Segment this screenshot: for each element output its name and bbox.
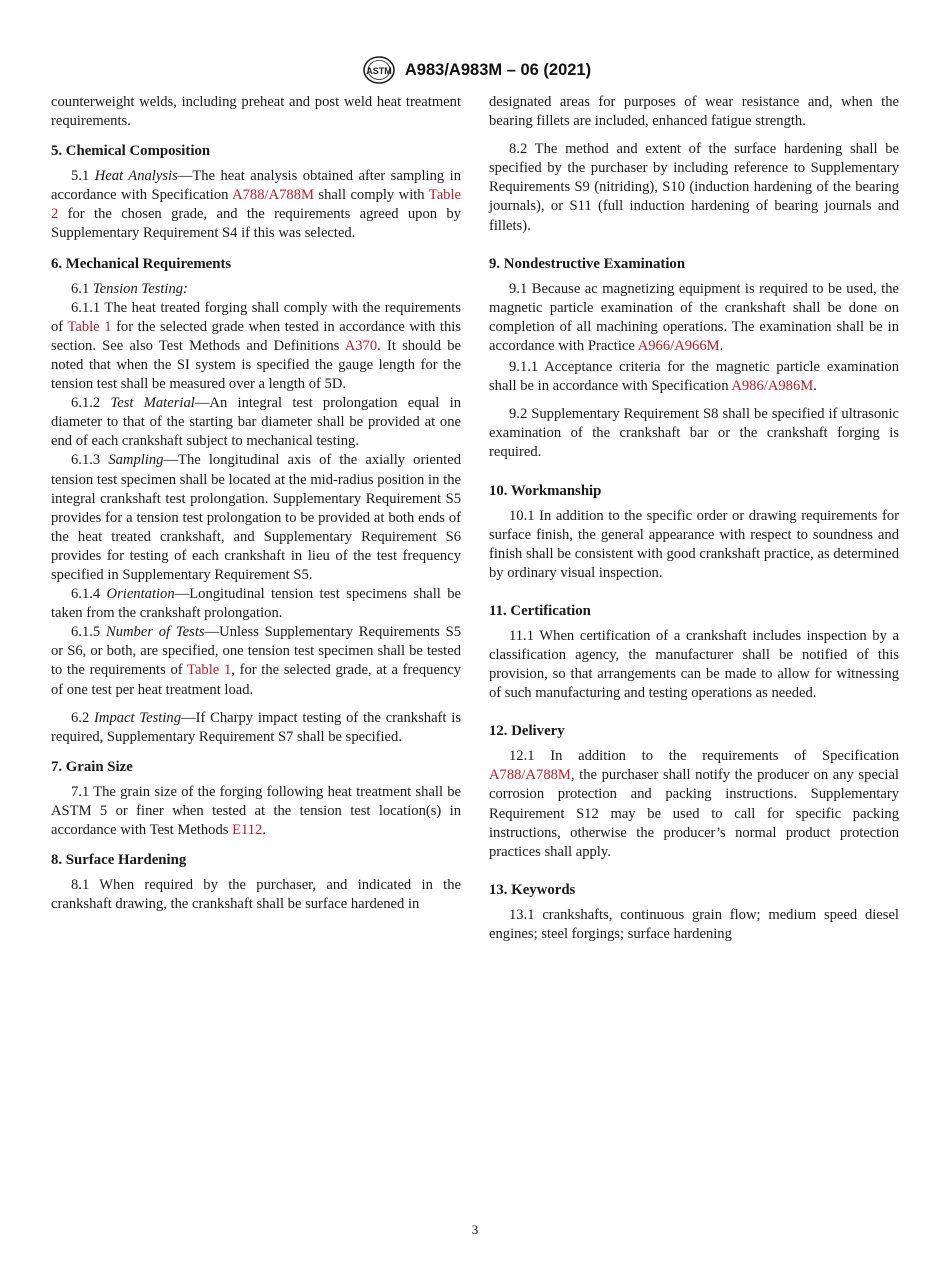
link-table-1-b[interactable]: Table 1 (187, 662, 232, 679)
paragraph-continuation: counterweight welds, including preheat and post weld heat treatment requirements. (51, 94, 461, 130)
paragraph-9-1-1: 9.1.1 Acceptance criteria for the magnetic particle examination shall be in accordance with Specification A986/A986M. (489, 359, 899, 395)
section-11-heading: 11. Certification (489, 602, 591, 619)
section-7-heading: 7. Grain Size (51, 758, 133, 775)
link-e112[interactable]: E112 (232, 822, 263, 838)
left-column (51, 93, 461, 914)
paragraph-12-1: 12.1 In addition to the requirements of Specification A788/A788M, the purchaser shall notify the producer on any special corrosion protection and packing instructions. Supplementary Requirement S12 may be used to call for specific packing instructions, otherwise the producer’s normal product protection practices shall apply. (489, 748, 899, 860)
paragraph-6-2: 6.2 Impact Testing—If Charpy impact testing of the crankshaft is required, Supplementary Requirement S7 shall be specified. (51, 709, 462, 745)
paragraph-8-2: 8.2 The method and extent of the surface hardening shall be specified by the purchaser by including reference to Supplementary Requirements S9 (nitriding), S10 (induction hardening of the bearing journals), or S11 (full induction hardening of bearing journals and fillets). (489, 141, 899, 234)
paragraph-11-1: 11.1 When certification of a crankshaft includes inspection by a classification agency, the manufacturer shall be notified of this provision, so that arrangements can be made to allow for witnessing of such manufacturing and testing operations as needed. (489, 627, 899, 702)
paragraph-9-2: 9.2 Supplementary Requirement S8 shall be specified if ultrasonic examination of the crankshaft bar or the crankshaft forging is required. (489, 406, 899, 461)
section-12-heading: 12. Delivery (489, 723, 565, 740)
section-13-heading: 13. Keywords (489, 881, 576, 898)
paragraph-8-1-continuation: designated areas for purposes of wear resistance and, when the bearing fillets are included, enhanced fatigue strength. (489, 94, 899, 130)
document-designation: A983/A983M – 06 (2021) (404, 60, 592, 79)
paragraph-6-1-4: 6.1.4 Orientation—Longitudinal tension test specimens shall be taken from the crankshaft prolongation. (51, 586, 461, 622)
link-a788[interactable]: A788/A788M (232, 187, 314, 204)
paragraph-7-1: 7.1 The grain size of the forging following heat treatment shall be ASTM 5 or finer when tested at the tension test location(s) in accordance with Test Methods E112. (51, 783, 461, 838)
paragraph-6-1-1: 6.1.1 The heat treated forging shall comply with the requirements of Table 1 for the selected grade when tested in accordance with this section. See also Test Methods and Definitions A370. It should be noted that when the SI system is specified the gauge length for the tension test shall be measured over a length of 5D. (51, 299, 461, 393)
section-6-heading: 6. Mechanical Requirements (51, 255, 232, 272)
section-8-heading: 8. Surface Hardening (51, 852, 187, 869)
paragraph-6-1-2: 6.1.2 Test Material—An integral test prolongation equal in diameter to that of the starting bar diameter shall be provided at one end of each crankshaft subject to mechanical testing. (51, 395, 461, 450)
link-a788-b[interactable]: A788/A788M (489, 767, 571, 784)
paragraph-6-1-3: 6.1.3 Sampling—The longitudinal axis of the axially oriented tension test specimen shall be located at the mid-radius position in the integral crankshaft test prolongation. Supplementary Requirement S5 provides for a tension test prolongation to be provided at both ends of the heat treated crankshaft, and Supplementary Requirement S6 provides for testing of each crankshaft in lieu of the test frequency specified in Supplementary Requirement S5. (51, 452, 461, 583)
paragraph-5-1: 5.1 Heat Analysis—The heat analysis obtained after sampling in accordance with Specification A788/A788M shall comply with Table 2 for the chosen grade, and the requirements agreed upon by Supplementary Requirement S4 if this was selected. (51, 168, 461, 242)
link-a370[interactable]: A370 (344, 337, 378, 354)
page-number: 3 (471, 1222, 479, 1237)
section-9-heading: 9. Nondestructive Examination (489, 255, 686, 272)
paragraph-13-1: 13.1 crankshafts, continuous grain flow; medium speed diesel engines; steel forgings; surface hardening (489, 906, 899, 942)
link-a966[interactable]: A966/A966M (637, 337, 720, 354)
page-header (0, 54, 950, 86)
right-column (489, 93, 899, 944)
paragraph-9-1: 9.1 Because ac magnetizing equipment is required to be used, the magnetic particle examination of the crankshaft shall be done on completion of all machining operations. The examination shall be in accordance with Practice A966/A966M. (489, 280, 899, 354)
section-10-heading: 10. Workmanship (489, 482, 602, 499)
paragraph-10-1: 10.1 In addition to the specific order or drawing requirements for surface finish, the general appearance with respect to soundness and finish shall be consistent with good crankshaft practice, as determined by ordinary visual inspection. (489, 507, 899, 581)
section-5-heading: 5. Chemical Composition (51, 143, 211, 160)
paragraph-6-1-5: 6.1.5 Number of Tests—Unless Supplementary Requirements S5 or S6, or both, are specified, one tension test specimen shall be tested to the requirements of Table 1, for the selected grade, at a frequency of one test per heat treatment load. (51, 624, 462, 698)
paragraph-8-1: 8.1 When required by the purchaser, and indicated in the crankshaft drawing, the crankshaft shall be surface hardened in (51, 877, 461, 913)
link-table-2[interactable]: Table 2 (51, 187, 461, 223)
link-table-1[interactable]: Table 1 (67, 318, 112, 335)
link-a986[interactable]: A986/A986M (731, 378, 814, 395)
logo-text: ASTM (366, 66, 392, 76)
paragraph-6-1: 6.1 Tension Testing: (71, 280, 188, 297)
astm-logo-icon (359, 55, 399, 85)
